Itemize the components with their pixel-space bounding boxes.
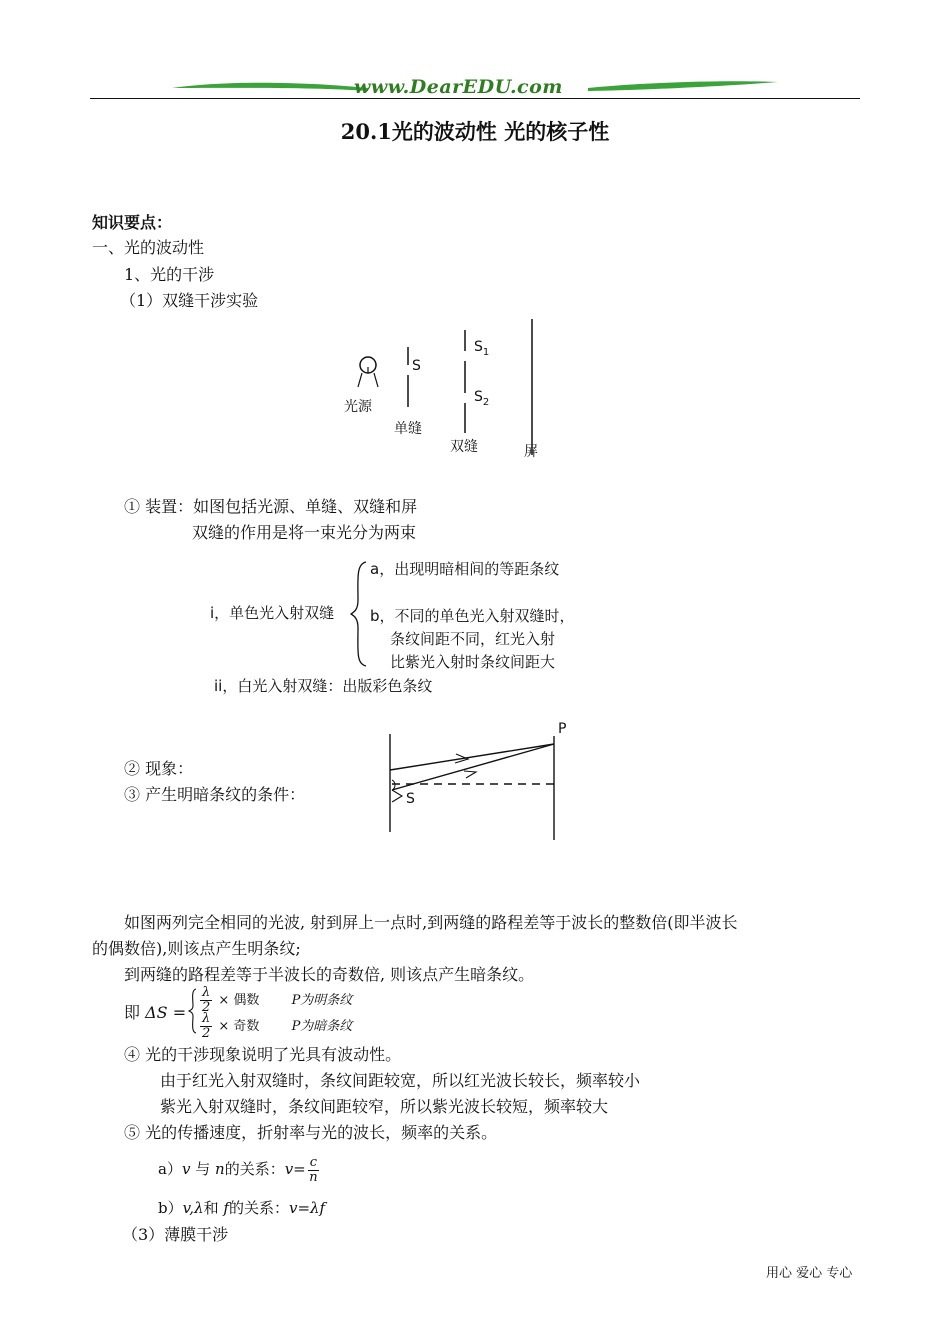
source-label: 光源 [344,399,372,415]
s2-label [474,389,489,408]
brace-ii-label: ii，白光入射双缝：出版彩色条纹 [214,677,433,695]
relation-b-prefix: b） [158,1199,183,1217]
s1-label [474,339,489,358]
row2-mult: × 奇数 [218,1018,260,1034]
relation-b-suffix: 的关系： [228,1199,289,1217]
phenomenon-line2: ② 现象： [124,759,194,778]
relation-a-fraction: $\frac{c}{n}$ [309,1155,318,1185]
brace-b-line3: 比紫光入射时条纹间距大 [390,653,556,671]
relation-a [158,1156,319,1184]
explanation-p1: 如图两列完全相同的光波, 射到屏上一点时,到两缝的路程差等于波长的整数倍(即半波长 [124,913,738,932]
row2-condition: P为暗条纹 [291,1018,353,1034]
point-4-a: 由于红光入射双缝时，条纹间距较宽，所以红光波长较长，频率较小 [160,1071,641,1090]
brace-i-label: i，单色光入射双缝 [210,604,335,622]
relation-a-prefix: a） [158,1160,182,1179]
point-5: ⑤ 光的传播速度，折射率与光的波长，频率的关系。 [124,1123,498,1142]
apparatus-line1: ① 装置：如图包括光源、单缝、双缝和屏 [124,497,418,516]
section-heading: 知识要点： [92,213,173,232]
s1-subscript: 1 [482,346,490,358]
relation-b-mid: 和 [203,1199,219,1217]
relation-b-vars: v,λ [182,1199,204,1217]
s2-subscript: 2 [482,396,490,408]
relation-b-f: f [223,1199,229,1217]
single-slit-label: 单缝 [394,421,422,437]
formula-delta-s: ΔS = [145,1003,187,1022]
brace-b-line2: 条纹间距不同，红光入射 [390,630,556,648]
source-s-label: S [406,791,415,807]
outline-sub1: 1、光的干涉 [124,265,215,284]
outline-sub1-3: （3）薄膜干涉 [122,1225,229,1244]
row1-mult: × 偶数 [218,992,260,1008]
screen-label: 屏 [524,444,538,460]
outline-sub1-1: （1）双缝干涉实验 [120,291,259,310]
relation-b-eq: v=λf [288,1199,326,1217]
row1-condition: P为明条纹 [291,992,353,1008]
formula-row2 [198,1012,352,1040]
relation-a-n: n [215,1160,225,1179]
relation-a-v: v [181,1160,191,1179]
relation-b [158,1197,325,1218]
formula-brace [188,988,198,1034]
lower-ray [392,744,554,790]
explanation-p2: 到两缝的路程差等于半波长的奇数倍, 则该点产生暗条纹。 [124,965,535,984]
brace [350,560,370,670]
row2-fraction: $\frac{\lambda}{2}$ [201,1011,211,1041]
outline-part1: 一、光的波动性 [92,238,205,257]
relation-a-mid: 与 [195,1160,211,1179]
header-rule [90,98,860,99]
point-p-label: P [558,721,567,737]
double-slit-label: 双缝 [450,439,478,455]
point-4: ④ 光的干涉现象说明了光具有波动性。 [124,1045,402,1064]
upper-ray [390,744,554,770]
apparatus-line2: 双缝的作用是将一束光分为两束 [192,523,417,542]
relation-a-eq: v= [284,1160,306,1179]
lower-arrow [464,771,476,778]
s1-letter: S [474,339,483,355]
relation-a-suffix: 的关系： [224,1160,285,1179]
brace-b-line1: b，不同的单色光入射双缝时， [370,607,575,625]
formula-row1 [198,986,352,1014]
header-logo-text: www.DearEDU.com [354,76,563,98]
formula-ji: 即 [124,1003,141,1022]
page-footer: 用心 爱心 专心 [766,1266,853,1281]
slit-s-label: S [412,358,421,374]
phenomenon-line3: ③ 产生明暗条纹的条件： [124,785,306,804]
point-4-b: 紫光入射双缝时，条纹间距较窄，所以紫光波长较短，频率较大 [160,1097,609,1116]
s2-letter: S [474,389,483,405]
source-wedge [392,790,402,802]
explanation-p1-cont: 的偶数倍),则该点产生明条纹; [92,939,301,958]
row1-fraction: $\frac{\lambda}{2}$ [201,985,211,1015]
formula-prefix [124,1000,186,1023]
brace-a-text: a，出现明暗相间的等距条纹 [370,560,560,578]
page-title: 20.1光的波动性 光的核子性 [340,119,610,144]
path-difference-diagram [380,728,580,848]
